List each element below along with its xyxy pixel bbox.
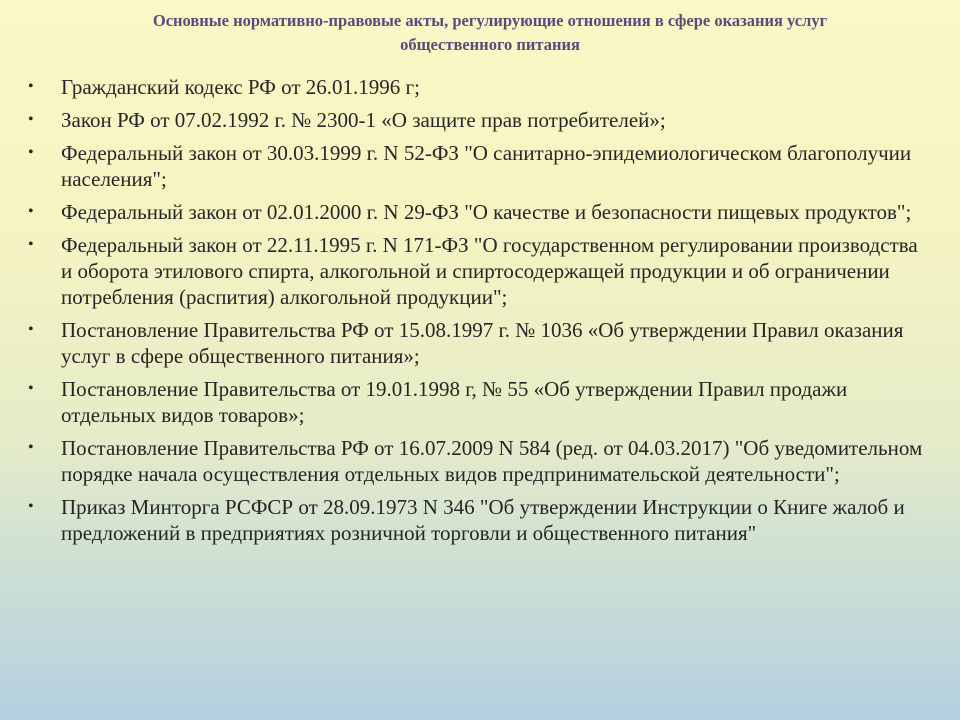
slide-title-line-2: общественного питания — [400, 35, 580, 54]
list-item — [28, 74, 928, 100]
bullet-icon: • — [28, 439, 34, 456]
list-item — [28, 232, 928, 310]
list-item-text: Федеральный закон от 02.01.2000 г. N 29-ФЗ "О качестве и безопасности пищевых продуктов"; — [61, 200, 912, 224]
list-item-text: Постановление Правительства РФ от 16.07.2009 N 584 (ред. от 04.03.2017) "Об уведомительном порядке начала осуществления отдельных видов предпринимательской деятельности"; — [61, 436, 923, 486]
list-item — [28, 317, 928, 369]
bullet-icon: • — [28, 236, 34, 253]
slide-title-line-1: Основные нормативно-правовые акты, регулирующие отношения в сфере оказания услуг — [152, 11, 828, 30]
bullet-icon: • — [28, 78, 34, 95]
list-item-text: Постановление Правительства от 19.01.1998 г, № 55 «Об утверждении Правил продажи отдельных видов товаров»; — [61, 377, 848, 427]
list-item — [28, 435, 928, 487]
list-item — [28, 494, 928, 546]
list-item — [28, 376, 928, 428]
bullet-icon: • — [28, 380, 34, 397]
bullet-icon: • — [28, 321, 34, 338]
list-item-text: Гражданский кодекс РФ от 26.01.1996 г; — [61, 75, 420, 99]
list-item — [28, 107, 928, 133]
list-item — [28, 140, 928, 192]
bullet-icon: • — [28, 498, 34, 515]
list-item — [28, 199, 928, 225]
list-item-text: Федеральный закон от 30.03.1999 г. N 52-ФЗ "О санитарно-эпидемиологическом благополучии населения"; — [61, 141, 912, 191]
bullet-icon: • — [28, 144, 34, 161]
list-item-text: Федеральный закон от 22.11.1995 г. N 171-ФЗ "О государственном регулировании производства и оборота этилового спирта, алкогольной и спиртосодержащей продукции и об ограничении потребления (распития) алкогольной продукции"; — [61, 233, 918, 309]
bullet-icon: • — [28, 111, 34, 128]
slide-title — [60, 9, 920, 57]
list-item-text: Приказ Минторга РСФСР от 28.09.1973 N 346 "Об утверждении Инструкции о Книге жалоб и предложений в предприятиях розничной торговли и общественного питания" — [61, 495, 905, 545]
legal-acts-list — [28, 74, 928, 553]
list-item-text: Постановление Правительства РФ от 15.08.1997 г. № 1036 «Об утверждении Правил оказания услуг в сфере общественного питания»; — [61, 318, 904, 368]
bullet-icon: • — [28, 203, 34, 220]
list-item-text: Закон РФ от 07.02.1992 г. № 2300-1 «О защите прав потребителей»; — [61, 108, 666, 132]
